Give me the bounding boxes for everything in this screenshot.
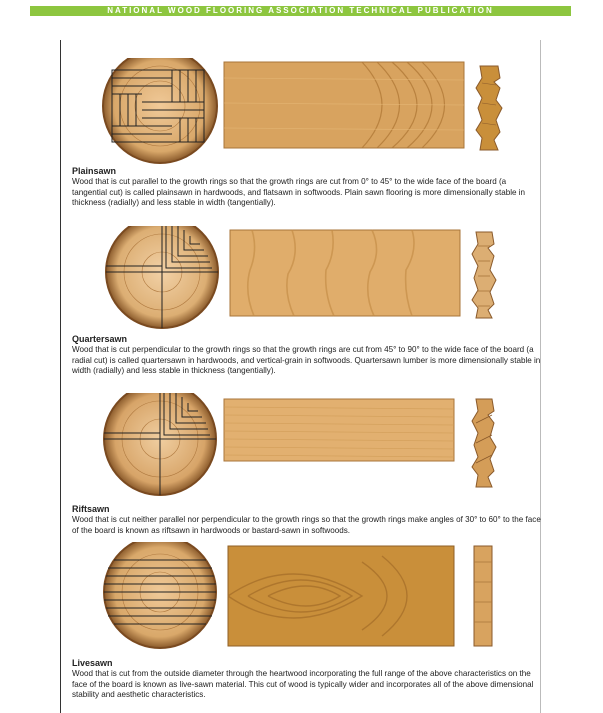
- quartersawn-illustration: [62, 226, 540, 336]
- log-cross-section-plainsawn: [103, 58, 217, 163]
- livesawn-illustration: [62, 542, 540, 652]
- plainsawn-illustration: [62, 58, 540, 168]
- section-description: Wood that is cut from the outside diameter through the heartwood incorporating the full range of the above characteristics on the face of the board is known as live-sawn material. This cut of wood is typically wider and incorporates all of the above dimensional stability and aesthetic characteristics.: [72, 669, 534, 699]
- riftsawn-board-profile: [472, 399, 496, 487]
- section-quartersawn: [62, 226, 540, 381]
- livesawn-board-face: [228, 546, 454, 646]
- livesawn-board-profile: [474, 546, 492, 646]
- plainsawn-board-face: [224, 62, 464, 148]
- plainsawn-board-profile: [476, 66, 502, 150]
- section-plainsawn: [62, 58, 540, 213]
- quartersawn-board-profile: [472, 232, 496, 318]
- section-title: Livesawn: [72, 658, 113, 668]
- section-title: Plainsawn: [72, 166, 117, 176]
- section-title: Quartersawn: [72, 334, 128, 344]
- right-margin-rule: [540, 40, 541, 713]
- log-cross-section-livesawn: [104, 542, 216, 648]
- section-description: Wood that is cut perpendicular to the growth rings so that the growth rings are cut from 45° to 90° to the wide face of the board (a radial cut) is called quartersawn in hardwoods, and vertical-grain in softwoods. Quartersawn lumber is more dimensionally stable in width (radially) and less stable in thickness (tangentially).: [72, 345, 541, 375]
- log-cross-section-riftsawn: [104, 393, 216, 495]
- section-title: Riftsawn: [72, 504, 110, 514]
- riftsawn-board-face: [224, 399, 454, 461]
- quartersawn-board-face: [230, 230, 460, 316]
- publication-header: NATIONAL WOOD FLOORING ASSOCIATION TECHNICAL PUBLICATION: [30, 6, 571, 16]
- left-margin-rule: [60, 40, 61, 713]
- section-livesawn: [62, 542, 540, 707]
- section-description: Wood that is cut parallel to the growth rings so that the growth rings are cut from 0° to 45° to the wide face of the board (a tangential cut) is called plainsawn in hardwoods, and flatsawn in softwoods. Plain sawn flooring is more dimensionally stable in thickness (radially) and less stable in width (tangentially).: [72, 177, 526, 207]
- log-cross-section-quartersawn: [106, 226, 218, 328]
- section-description: Wood that is cut neither parallel nor perpendicular to the growth rings so that the growth rings make angles of 30° to 60° to the face of the board is known as riftsawn in hardwoods or bastard-sawn in softwoods.: [72, 515, 541, 535]
- section-riftsawn: [62, 393, 540, 543]
- riftsawn-illustration: [62, 393, 540, 503]
